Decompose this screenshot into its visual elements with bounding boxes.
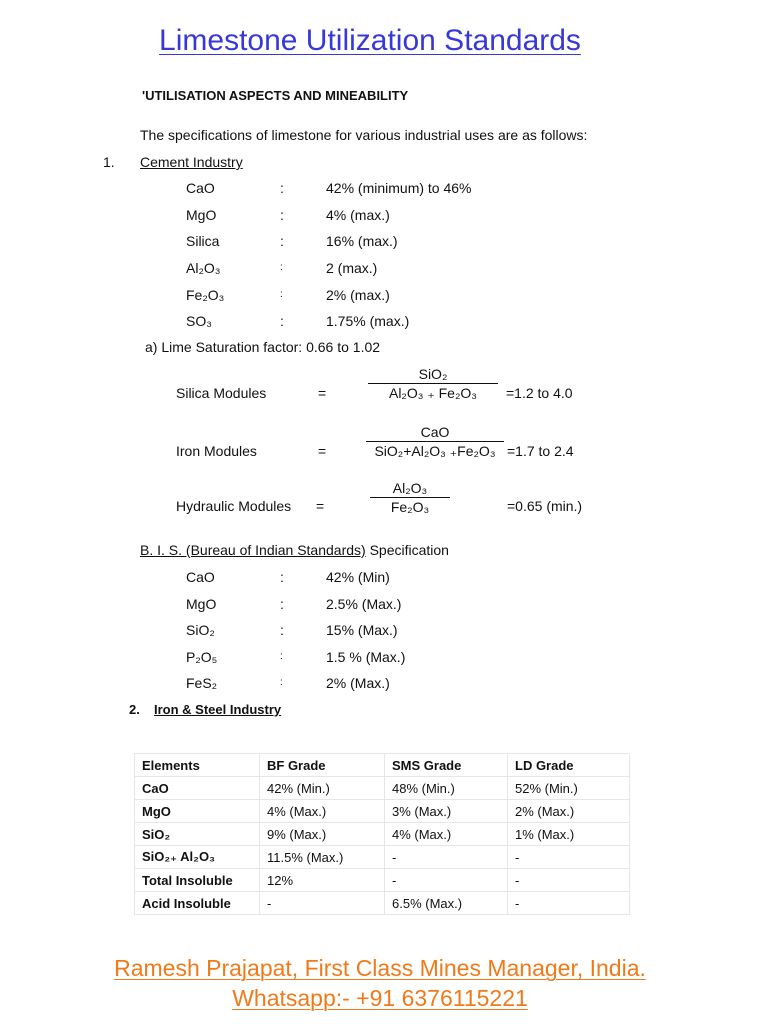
table-cell: - xyxy=(508,846,630,869)
spec-colon: : xyxy=(280,596,284,612)
table-cell: 2% (Max.) xyxy=(508,800,630,823)
spec-value: 1.75% (max.) xyxy=(326,313,410,329)
spec-colon: : xyxy=(280,569,284,585)
table-header-cell: Elements xyxy=(135,754,260,777)
table-cell: MgO xyxy=(135,800,260,823)
table-row xyxy=(135,892,630,915)
table-header-row xyxy=(135,754,630,777)
spec-value: 2% (max.) xyxy=(326,287,390,303)
table-cell: CaO xyxy=(135,777,260,800)
table-cell: - xyxy=(508,869,630,892)
table-cell: 48% (Min.) xyxy=(385,777,508,800)
footer-author: Ramesh Prajapat, First Class Mines Manager, India. xyxy=(114,955,646,981)
spec-name: P₂O₅ xyxy=(186,649,218,665)
module-equals: = xyxy=(318,385,327,401)
module-result: =1.2 to 4.0 xyxy=(506,385,573,401)
spec-colon: : xyxy=(280,289,283,300)
fraction-denominator: SiO₂+Al₂O₃ ₊Fe₂O₃ xyxy=(374,443,496,459)
spec-name: CaO xyxy=(186,180,215,196)
spec-value: 4% (max.) xyxy=(326,207,390,223)
spec-name: MgO xyxy=(186,207,217,223)
iron-steel-label: Iron & Steel Industry xyxy=(154,702,282,717)
table-cell: 42% (Min.) xyxy=(260,777,385,800)
spec-colon: : xyxy=(280,622,284,638)
table-cell: - xyxy=(385,846,508,869)
spec-name: Silica xyxy=(186,233,220,249)
table-header-cell: BF Grade xyxy=(260,754,385,777)
module-equals: = xyxy=(316,498,325,514)
cement-number: 1. xyxy=(103,154,115,170)
iron-steel-number: 2. xyxy=(129,702,140,717)
fraction-denominator: Fe₂O₃ xyxy=(390,499,430,515)
module-fraction xyxy=(366,424,504,460)
spec-colon: : xyxy=(280,180,284,196)
spec-name: FeS₂ xyxy=(186,675,218,691)
spec-colon: : xyxy=(280,262,283,273)
table-cell: 11.5% (Max.) xyxy=(260,846,385,869)
table-cell: - xyxy=(385,869,508,892)
table-cell: 6.5% (Max.) xyxy=(385,892,508,915)
table-header-cell: SMS Grade xyxy=(385,754,508,777)
table-cell: 9% (Max.) xyxy=(260,823,385,846)
table-row xyxy=(135,823,630,846)
spec-name: SO₃ xyxy=(186,313,212,329)
table-cell: - xyxy=(260,892,385,915)
spec-value: 2.5% (Max.) xyxy=(326,596,402,612)
module-equals: = xyxy=(318,443,327,459)
page-title: Limestone Utilization Standards xyxy=(159,24,581,57)
lime-saturation-factor: a) Lime Saturation factor: 0.66 to 1.02 xyxy=(145,339,381,355)
spec-value: 16% (max.) xyxy=(326,233,398,249)
spec-name: SiO₂ xyxy=(186,622,215,638)
spec-name: Fe₂O₃ xyxy=(186,287,225,303)
module-fraction xyxy=(370,480,450,515)
spec-value: 2 (max.) xyxy=(326,260,378,276)
module-name: Iron Modules xyxy=(176,443,257,459)
module-name: Hydraulic Modules xyxy=(176,498,292,514)
module-name: Silica Modules xyxy=(176,385,267,401)
fraction-denominator: Al₂O₃ ₊ Fe₂O₃ xyxy=(388,385,477,401)
iron-steel-table xyxy=(134,753,630,915)
module-fraction xyxy=(368,366,498,402)
table-row xyxy=(135,846,630,869)
table-cell: SiO₂ xyxy=(135,823,260,846)
table-cell: Acid Insoluble xyxy=(135,892,260,915)
table-cell: 3% (Max.) xyxy=(385,800,508,823)
spec-name: Al₂O₃ xyxy=(186,260,221,276)
spec-value: 42% (minimum) to 46% xyxy=(326,180,472,196)
table-cell: SiO₂₊ Al₂O₃ xyxy=(135,846,260,869)
cement-label: Cement Industry xyxy=(140,154,243,170)
spec-colon: : xyxy=(280,233,284,249)
table-row xyxy=(135,777,630,800)
spec-value: 2% (Max.) xyxy=(326,675,390,691)
table-cell: Total Insoluble xyxy=(135,869,260,892)
spec-colon: : xyxy=(280,677,283,688)
spec-name: MgO xyxy=(186,596,217,612)
table-cell: 12% xyxy=(260,869,385,892)
module-result: =1.7 to 2.4 xyxy=(507,443,574,459)
footer-contact: Whatsapp:- +91 6376115221 xyxy=(232,985,528,1011)
fraction-numerator: Al₂O₃ xyxy=(370,480,450,498)
fraction-numerator: CaO xyxy=(366,424,504,442)
spec-name: CaO xyxy=(186,569,215,585)
table-cell: 4% (Max.) xyxy=(260,800,385,823)
spec-colon: : xyxy=(280,651,283,662)
table-cell: - xyxy=(508,892,630,915)
module-result: =0.65 (min.) xyxy=(507,498,583,514)
spec-value: 1.5 % (Max.) xyxy=(326,649,406,665)
intro-text: The specifications of limestone for various industrial uses are as follows: xyxy=(140,127,588,143)
table-header-cell: LD Grade xyxy=(508,754,630,777)
spec-value: 15% (Max.) xyxy=(326,622,398,638)
table-cell: 1% (Max.) xyxy=(508,823,630,846)
bis-label-rest: Specification xyxy=(365,542,449,558)
table-cell: 52% (Min.) xyxy=(508,777,630,800)
table-row xyxy=(135,800,630,823)
bis-label-underlined: B. I. S. (Bureau of Indian Standards) xyxy=(140,542,366,558)
spec-colon: : xyxy=(280,207,284,223)
section-heading: 'UTILISATION ASPECTS AND MINEABILITY xyxy=(142,88,409,103)
fraction-numerator: SiO₂ xyxy=(368,366,498,384)
table-cell: 4% (Max.) xyxy=(385,823,508,846)
spec-value: 42% (Min) xyxy=(326,569,390,585)
bis-heading xyxy=(140,542,449,558)
spec-colon: : xyxy=(280,313,284,329)
table-row xyxy=(135,869,630,892)
